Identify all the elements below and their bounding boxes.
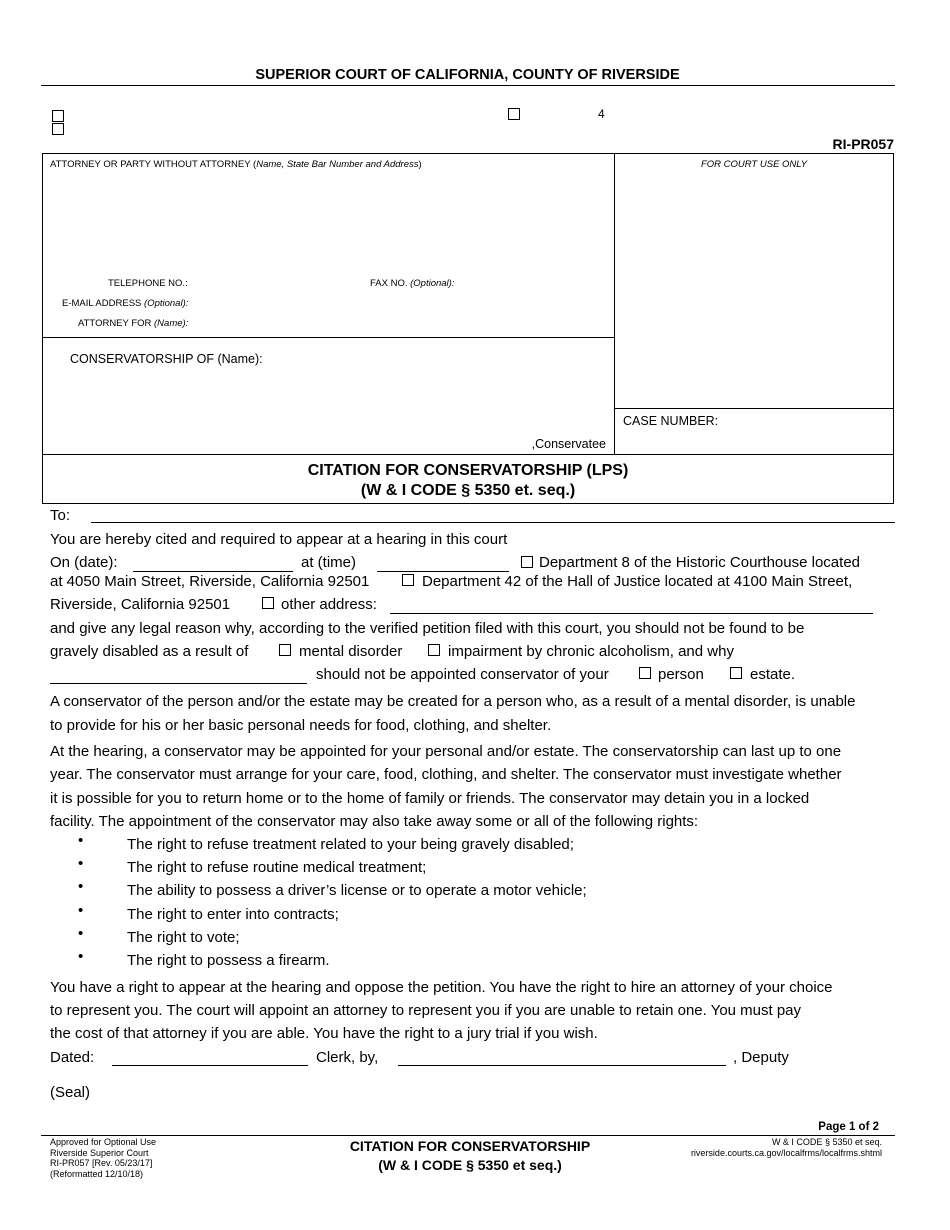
- bullet-icon: •: [78, 948, 84, 965]
- should-not-text: should not be appointed conservator of your: [316, 666, 609, 683]
- fax-label: FAX NO. (Optional):: [370, 278, 455, 289]
- footer-title-line2: (W & I CODE § 5350 et seq.): [378, 1157, 562, 1173]
- deputy-label: , Deputy: [733, 1049, 789, 1066]
- paragraph-1-line-1: A conservator of the person and/or the estate may be created for a person who, as a result of a mental disorder, is unable: [50, 693, 856, 710]
- paragraph-2-line-4: facility. The appointment of the conservator may also take away some or all of the following rights:: [50, 813, 699, 830]
- right-item: The ability to possess a driver’s license or to operate a motor vehicle;: [127, 882, 587, 899]
- case-number-label: CASE NUMBER:: [623, 414, 719, 428]
- dept42-checkbox[interactable]: [402, 574, 414, 586]
- form-title-line1: CITATION FOR CONSERVATORSHIP (LPS): [307, 462, 629, 479]
- header-checkbox-2[interactable]: [52, 123, 64, 135]
- right-item: The right to possess a firearm.: [127, 952, 330, 969]
- footer-rule: [41, 1135, 895, 1136]
- gravely-disabled-text: gravely disabled as a result of: [50, 643, 249, 660]
- seal-label: (Seal): [50, 1084, 91, 1101]
- attorney-for-label: ATTORNEY FOR (Name):: [78, 318, 189, 329]
- impairment-checkbox[interactable]: [428, 644, 440, 656]
- conservatorship-of-label: CONSERVATORSHIP OF (Name):: [70, 352, 263, 366]
- conservatee-label: ,Conservatee: [531, 437, 606, 451]
- estate-checkbox[interactable]: [730, 667, 742, 679]
- estate-label: estate.: [750, 666, 796, 683]
- paragraph-3-line-3: the cost of that attorney if you are able. You have the right to a jury trial if you wish.: [50, 1025, 598, 1042]
- bullet-icon: •: [78, 925, 84, 942]
- right-item: The right to refuse treatment related to your being gravely disabled;: [127, 836, 574, 853]
- dated-field[interactable]: [112, 1065, 308, 1066]
- cited-text: You are hereby cited and required to appear at a hearing in this court: [50, 531, 508, 548]
- attorney-label: ATTORNEY OR PARTY WITHOUT ATTORNEY (Name, State Bar Number and Address): [50, 159, 422, 170]
- dept42-label: Department 42 of the Hall of Justice located at 4100 Main Street,: [422, 573, 853, 590]
- bullet-icon: •: [78, 878, 84, 895]
- paragraph-2-line-2: year. The conservator must arrange for your care, food, clothing, and shelter. The conservator must investigate whether: [50, 766, 842, 783]
- attorney-section-rule: [42, 337, 614, 338]
- on-date-label: On (date):: [50, 554, 118, 571]
- form-id: RI-PR057: [832, 136, 894, 152]
- bullet-icon: •: [78, 855, 84, 872]
- page-marker: 4: [598, 107, 605, 121]
- person-checkbox[interactable]: [639, 667, 651, 679]
- footer-title: [300, 1137, 640, 1175]
- footer-rev: RI-PR057 [Rev. 05/23/17]: [50, 1158, 153, 1168]
- dated-label: Dated:: [50, 1049, 95, 1066]
- right-item: The right to refuse routine medical treatment;: [127, 859, 427, 876]
- page-number: Page 1 of 2: [818, 1121, 879, 1133]
- header-rule: [41, 85, 895, 86]
- form-title: [42, 461, 894, 501]
- other-address-field[interactable]: [390, 613, 873, 614]
- paragraph-2-line-3: it is possible for you to return home or to the home of family or friends. The conservator may detain you in a locked: [50, 790, 810, 807]
- header-checkbox-1[interactable]: [52, 110, 64, 122]
- to-label: To:: [50, 507, 71, 524]
- paragraph-3-line-1: You have a right to appear at the hearing and oppose the petition. You have the right to hire an attorney of your choice: [50, 979, 833, 996]
- time-field[interactable]: [377, 571, 509, 572]
- footer-code: W & I CODE § 5350 et seq.: [771, 1137, 882, 1147]
- paragraph-1-line-2: to provide for his or her basic personal needs for food, clothing, and shelter.: [50, 717, 552, 734]
- footer-court: Riverside Superior Court: [50, 1147, 149, 1158]
- footer-url: riverside.courts.ca.gov/localfrms/localfrms.shtml: [690, 1147, 882, 1158]
- case-number-rule: [614, 408, 894, 409]
- form-title-line2: (W & I CODE § 5350 et. seq.): [360, 482, 576, 499]
- clerk-signature-field[interactable]: [398, 1065, 726, 1066]
- bullet-icon: •: [78, 832, 84, 849]
- court-use-label: FOR COURT USE ONLY: [700, 159, 808, 170]
- dept8-address: at 4050 Main Street, Riverside, California 92501: [50, 573, 370, 590]
- mental-disorder-checkbox[interactable]: [279, 644, 291, 656]
- footer-reformatted: (Reformatted 12/10/18): [50, 1168, 144, 1179]
- footer-left: [50, 1137, 156, 1179]
- other-address-checkbox[interactable]: [262, 597, 274, 609]
- dept42-city: Riverside, California 92501: [50, 596, 231, 613]
- dept8-label: Department 8 of the Historic Courthouse located: [539, 554, 860, 571]
- paragraph-2-line-1: At the hearing, a conservator may be appointed for your personal and/or estate. The conservatorship can last up to one: [50, 743, 842, 760]
- header-checkbox-3[interactable]: [508, 108, 520, 120]
- impairment-label: impairment by chronic alcoholism, and why: [448, 643, 734, 660]
- paragraph-3-line-2: to represent you. The court will appoint an attorney to represent you if you are unable to retain one. You must pay: [50, 1002, 802, 1019]
- legal-reason-text: and give any legal reason why, according to the verified petition filed with this court, you should not be found to be: [50, 620, 805, 637]
- court-title: SUPERIOR COURT OF CALIFORNIA, COUNTY OF RIVERSIDE: [255, 67, 680, 83]
- email-label: E-MAIL ADDRESS (Optional):: [62, 298, 189, 309]
- title-top-rule: [42, 454, 894, 455]
- bullet-icon: •: [78, 902, 84, 919]
- dept8-checkbox[interactable]: [521, 556, 533, 568]
- clerk-label: Clerk, by,: [316, 1049, 379, 1066]
- mental-disorder-label: mental disorder: [299, 643, 403, 660]
- conservator-name-field[interactable]: [50, 683, 307, 684]
- person-label: person: [658, 666, 704, 683]
- right-item: The right to enter into contracts;: [127, 906, 339, 923]
- footer-title-line1: CITATION FOR CONSERVATORSHIP: [349, 1138, 591, 1154]
- at-time-label: at (time): [301, 554, 357, 571]
- other-address-label: other address:: [281, 596, 377, 613]
- telephone-label: TELEPHONE NO.:: [108, 278, 188, 289]
- footer-right: [640, 1137, 882, 1158]
- footer-approved: Approved for Optional Use: [50, 1137, 157, 1147]
- date-field[interactable]: [133, 571, 293, 572]
- right-item: The right to vote;: [127, 929, 240, 946]
- to-field[interactable]: [91, 522, 895, 523]
